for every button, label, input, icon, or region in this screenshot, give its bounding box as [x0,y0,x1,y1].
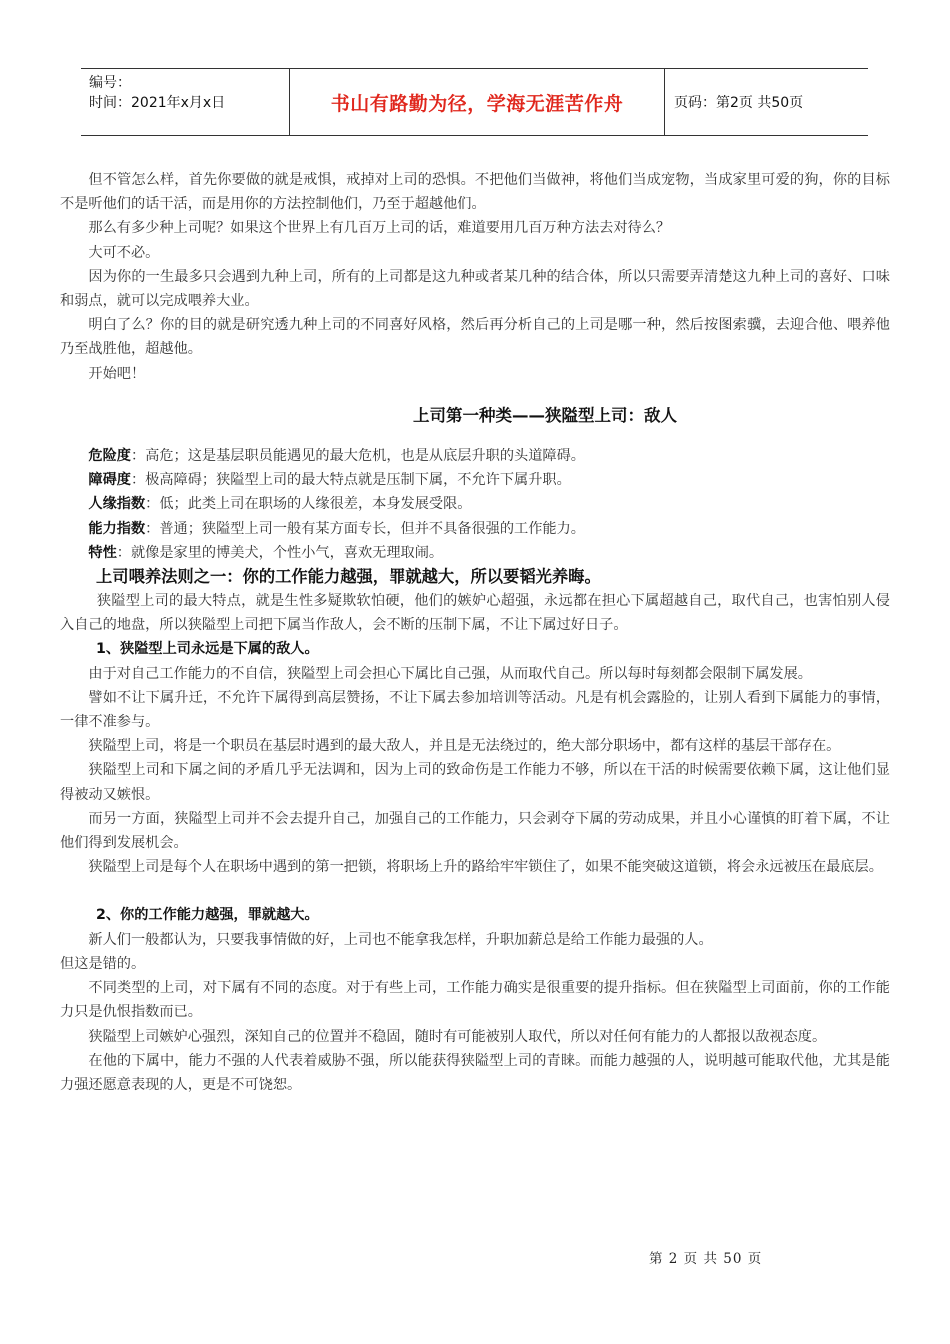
paragraph: 开始吧！ [88,365,146,382]
attribute-trait [60,541,890,565]
paragraph: 因为你的一生最多只会遇到九种上司，所有的上司都是这九种或者某几种的结合体，所以只需要弄清楚这九种上司的喜好、口味和弱点，就可以完成喂养大业。 [60,268,890,310]
paragraph: 那么有多少种上司呢？如果这个世界上有几百万上司的话，难道要用几百万种方法去对待么？ [88,220,671,237]
attribute-label: 危险度 [88,448,131,465]
attribute-obstacle [60,468,890,492]
paragraph: 譬如不让下属升迁，不允许下属得到高层赞扬，不让下属去参加培训等活动。凡是有机会露脸的，让别人看到下属能力的事情，一律不准参与。 [60,689,890,731]
paragraph: 大可不必。 [88,244,160,261]
header-meta [81,69,289,135]
header-date: 时间：2021年x月x日 [89,95,226,111]
document-body [60,168,890,1097]
paragraph: 明白了么？你的目的就是研究透九种上司的不同喜好风格，然后再分析自己的上司是哪一种，然后按图索骥，去迎合他、喂养他乃至战胜他，超越他。 [60,317,890,358]
spacer [60,879,890,903]
paragraph: 由于对自己工作能力的不自信，狭隘型上司会担心下属比自己强，从而取代自己。所以每时每刻都会限制下属发展。 [88,665,812,682]
attribute-popularity [60,492,890,516]
subsection-title-1: 1、狭隘型上司永远是下属的敌人。 [96,641,319,658]
header-number-label: 编号： [89,75,131,91]
attribute-label: 特性 [88,544,117,561]
header-page-info: 页码：第2页 共50页 [674,95,804,111]
subsection-title-2: 2、你的工作能力越强，罪就越大。 [96,907,319,924]
paragraph: 狭隘型上司的最大特点，就是生性多疑欺软怕硬，他们的嫉妒心超强，永远都在担心下属超越自己，取代自己，也害怕别人侵入自己的地盘，所以狭隘型上司把下属当作敌人，会不断的压制下属，不让下属过好日子。 [60,593,890,634]
attribute-ability [60,517,890,541]
paragraph: 但这是错的。 [60,955,146,972]
attribute-text: ：就像是家里的博美犬，个性小气，喜欢无理取闹。 [116,544,444,561]
attribute-text: ：极高障碍；狭隘型上司的最大特点就是压制下属，不允许下属升职。 [130,472,571,489]
paragraph: 狭隘型上司，将是一个职员在基层时遇到的最大敌人，并且是无法绕过的，绝大部分职场中，都有这样的基层干部存在。 [88,738,841,755]
paragraph: 而另一方面，狭隘型上司并不会去提升自己，加强自己的工作能力，只会剥夺下属的劳动成果，并且小心谨慎的盯着下属，不让他们得到发展机会。 [60,810,890,852]
paragraph: 狭隘型上司嫉妒心强烈，深知自己的位置并不稳固，随时有可能被别人取代，所以对任何有能力的人都报以敌视态度。 [88,1028,827,1045]
attribute-label: 能力指数 [88,520,146,537]
page-footer: 第 2 页 共 50 页 [649,1251,763,1267]
paragraph: 但不管怎么样，首先你要做的就是戒惧，戒掉对上司的恐惧。不把他们当做神，将他们当成宠物，当成家里可爱的狗，你的目标不是听他们的话干活，而是用你的方法控制他们，乃至于超越他们。 [60,172,890,213]
attribute-danger [60,444,890,468]
attribute-text: ：普通；狭隘型上司一般有某方面专长，但并不具备很强的工作能力。 [145,520,585,537]
document-header [81,68,868,136]
paragraph: 狭隘型上司是每个人在职场中遇到的第一把锁，将职场上升的路给牢牢锁住了，如果不能突破这道锁，将会永远被压在最底层。 [88,859,883,876]
paragraph: 狭隘型上司和下属之间的矛盾几乎无法调和，因为上司的致命伤是工作能力不够，所以在干活的时候需要依赖下属，这让他们显得被动又嫉恨。 [60,762,890,803]
paragraph: 在他的下属中，能力不强的人代表着威胁不强，所以能获得狭隘型上司的青睐。而能力越强的人，说明越可能取代他，尤其是能力强还愿意表现的人，更是不可饶恕。 [60,1052,890,1093]
rule-title: 上司喂养法则之一：你的工作能力越强，罪就越大，所以要韬光养晦。 [96,567,601,587]
attribute-label: 障碍度 [88,472,131,489]
attribute-text: ：高危；这是基层职员能遇见的最大危机，也是从底层升职的头道障碍。 [130,448,585,465]
paragraph: 新人们一般都认为，只要我事情做的好，上司也不能拿我怎样，升职加薪总是给工作能力最强的人。 [88,931,713,948]
paragraph: 不同类型的上司，对下属有不同的态度。对于有些上司，工作能力确实是很重要的提升指标。但在狭隘型上司面前，你的工作能力只是仇恨指数而已。 [60,980,890,1021]
attribute-text: ：低；此类上司在职场的人缘很差，本身发展受限。 [145,496,472,513]
section-title: 上司第一种类——狭隘型上司：敌人 [413,405,677,425]
attribute-label: 人缘指数 [88,496,146,513]
header-motto: 书山有路勤为径，学海无涯苦作舟 [289,69,665,135]
